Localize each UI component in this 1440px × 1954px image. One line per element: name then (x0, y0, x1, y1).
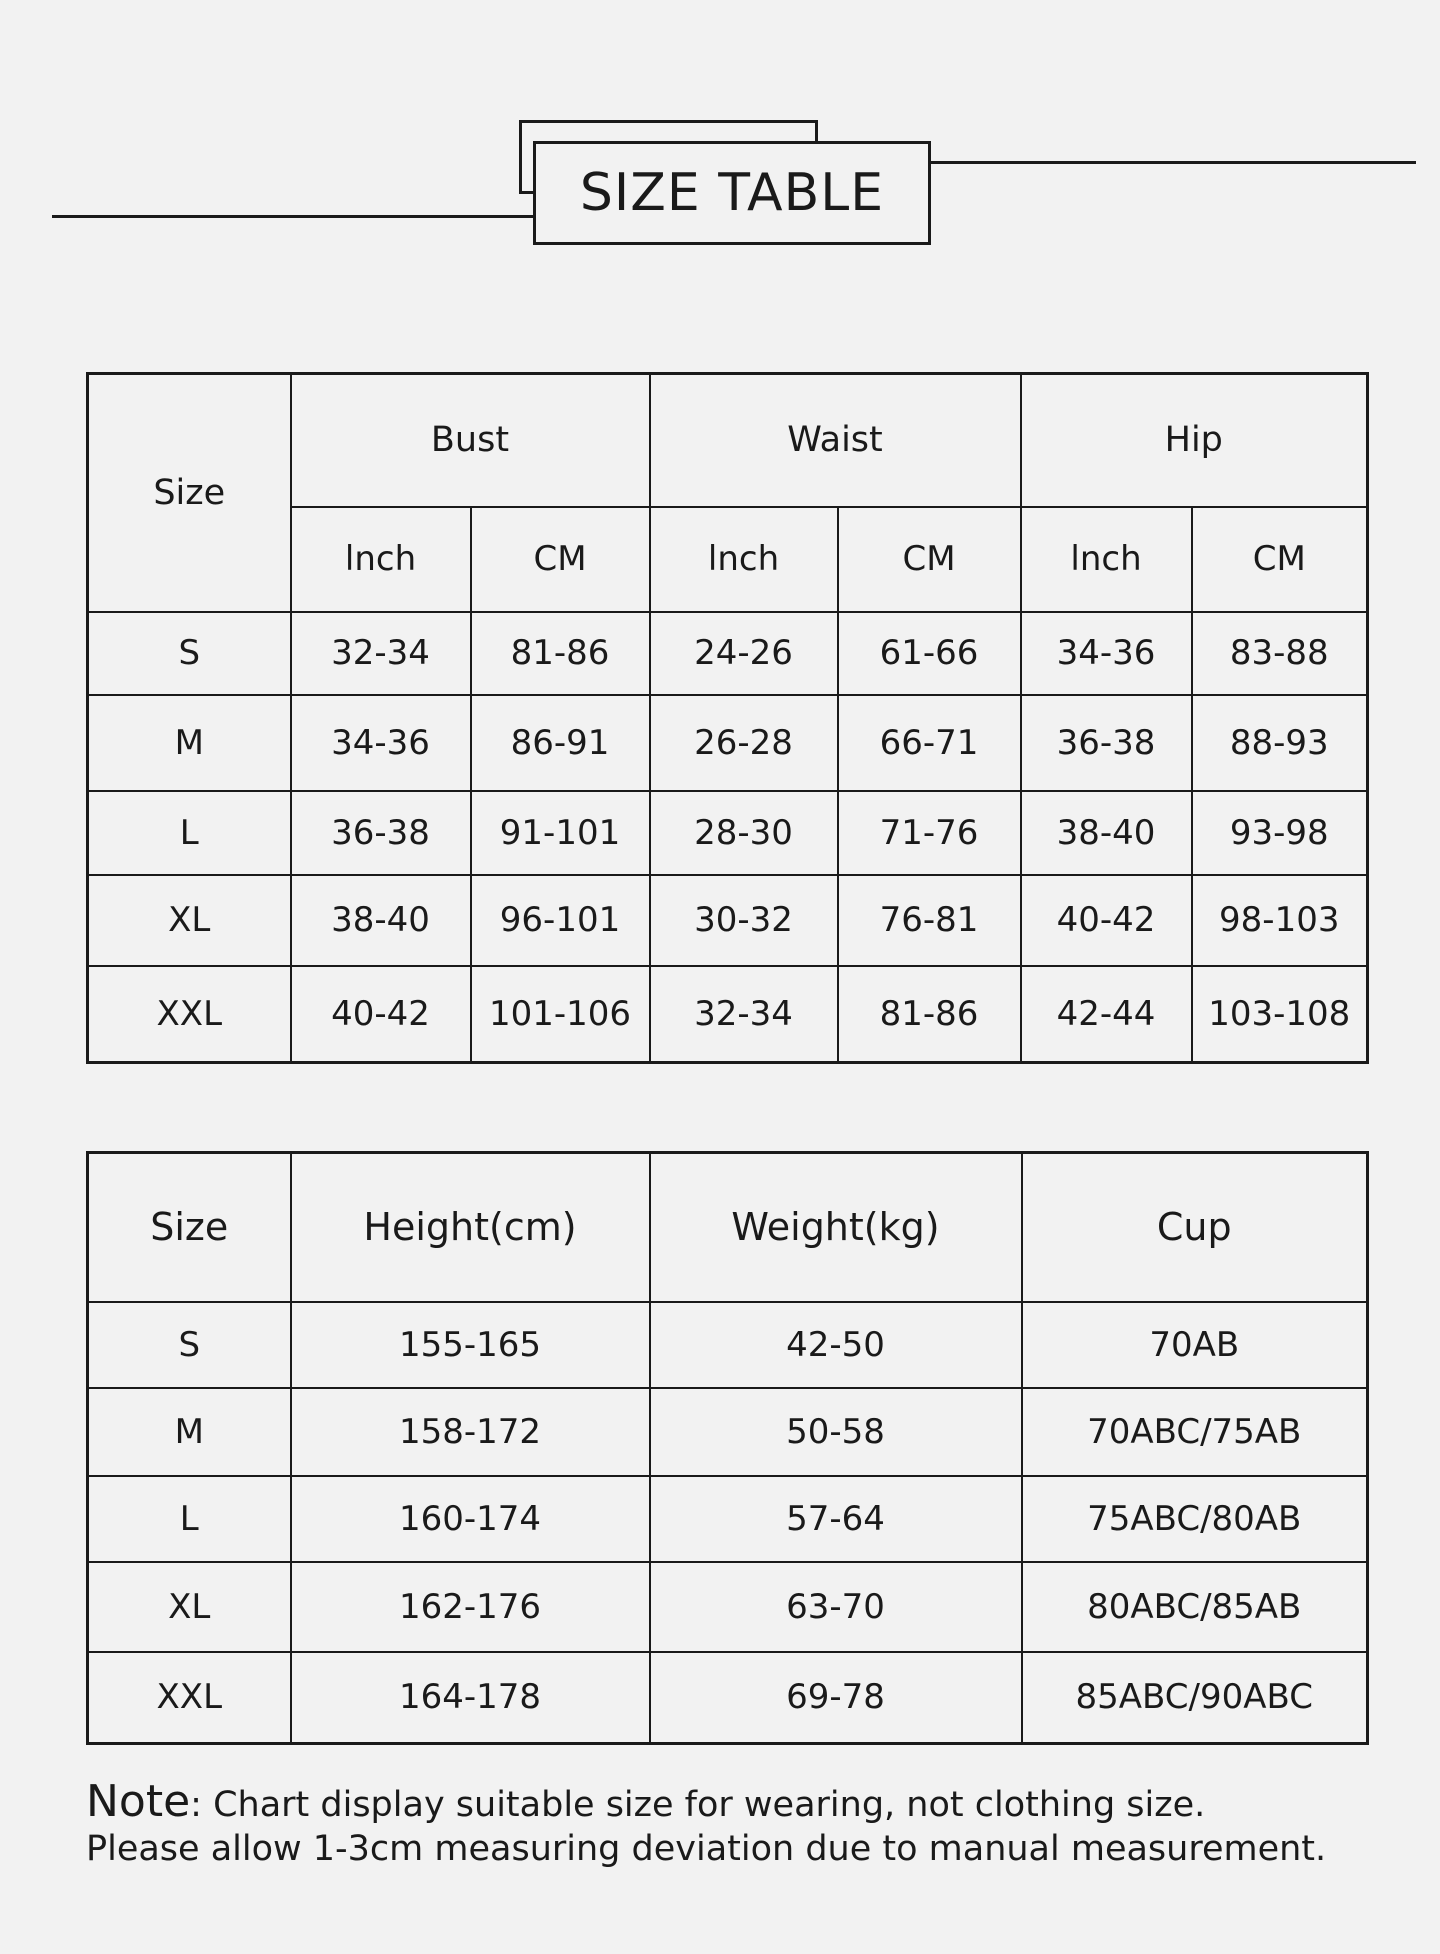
weight-cell: 42-50 (650, 1302, 1022, 1388)
table-cell: 101-106 (471, 966, 650, 1063)
table-cell: 36-38 (1021, 695, 1192, 791)
table-cell: 93-98 (1192, 791, 1368, 875)
table-row (88, 612, 1368, 695)
measurement-table (86, 372, 1369, 1064)
table-cell: 40-42 (1021, 875, 1192, 966)
table-cell: 81-86 (471, 612, 650, 695)
size-cell: XL (88, 875, 291, 966)
header-rule-right (880, 161, 1416, 164)
table-cell: 83-88 (1192, 612, 1368, 695)
size-cell: XXL (88, 966, 291, 1063)
table-row (88, 1388, 1368, 1476)
bust-header: Bust (291, 374, 650, 507)
unit-header: lnch (291, 507, 471, 612)
table-row (88, 966, 1368, 1063)
size-header: Size (88, 1153, 291, 1302)
height-cell: 164-178 (291, 1652, 650, 1744)
weight-cell: 50-58 (650, 1388, 1022, 1476)
table-row (88, 1652, 1368, 1744)
table-cell: 96-101 (471, 875, 650, 966)
table-row (88, 1562, 1368, 1652)
unit-header: CM (838, 507, 1021, 612)
cup-cell: 70ABC/75AB (1022, 1388, 1368, 1476)
size-cell: L (88, 791, 291, 875)
cup-cell: 75ABC/80AB (1022, 1476, 1368, 1562)
table-cell: 26-28 (650, 695, 838, 791)
weight-header: Weight(kg) (650, 1153, 1022, 1302)
table-cell: 40-42 (291, 966, 471, 1063)
unit-header: lnch (1021, 507, 1192, 612)
unit-header: CM (1192, 507, 1368, 612)
height-header: Height(cm) (291, 1153, 650, 1302)
table-cell: 34-36 (291, 695, 471, 791)
height-cell: 162-176 (291, 1562, 650, 1652)
table-cell: 61-66 (838, 612, 1021, 695)
note-text: : Chart display suitable size for wearing, not clothing size. (190, 1785, 1206, 1825)
table-cell: 98-103 (1192, 875, 1368, 966)
table-cell: 30-32 (650, 875, 838, 966)
table-row (88, 1476, 1368, 1562)
header-rule-left (52, 215, 586, 218)
hip-header: Hip (1021, 374, 1368, 507)
table-cell: 103-108 (1192, 966, 1368, 1063)
weight-cell: 57-64 (650, 1476, 1022, 1562)
table-row (88, 875, 1368, 966)
table-cell: 91-101 (471, 791, 650, 875)
fit-header-row (88, 1153, 1368, 1302)
cup-cell: 70AB (1022, 1302, 1368, 1388)
table-cell: 28-30 (650, 791, 838, 875)
size-header: Size (88, 374, 291, 612)
fit-table (86, 1151, 1369, 1745)
size-cell: S (88, 1302, 291, 1388)
table-cell: 81-86 (838, 966, 1021, 1063)
height-cell: 158-172 (291, 1388, 650, 1476)
height-cell: 155-165 (291, 1302, 650, 1388)
table-cell: 38-40 (291, 875, 471, 966)
weight-cell: 63-70 (650, 1562, 1022, 1652)
cup-cell: 80ABC/85AB (1022, 1562, 1368, 1652)
table-cell: 71-76 (838, 791, 1021, 875)
note-line-1 (86, 1776, 1386, 1827)
table-cell: 34-36 (1021, 612, 1192, 695)
note-label: Note (86, 1776, 191, 1827)
unit-header: lnch (650, 507, 838, 612)
size-cell: M (88, 1388, 291, 1476)
table-cell: 38-40 (1021, 791, 1192, 875)
size-table-header (0, 0, 1440, 260)
table-cell: 88-93 (1192, 695, 1368, 791)
waist-header: Waist (650, 374, 1021, 507)
note-line-2: Please allow 1-3cm measuring deviation due to manual measurement. (86, 1829, 1327, 1869)
table-cell: 66-71 (838, 695, 1021, 791)
cup-cell: 85ABC/90ABC (1022, 1652, 1368, 1744)
title-frame (533, 141, 931, 245)
table-cell: 36-38 (291, 791, 471, 875)
size-note (86, 1776, 1386, 1871)
table-cell: 32-34 (650, 966, 838, 1063)
size-cell: S (88, 612, 291, 695)
table-cell: 86-91 (471, 695, 650, 791)
height-cell: 160-174 (291, 1476, 650, 1562)
table-cell: 42-44 (1021, 966, 1192, 1063)
page-title: SIZE TABLE (579, 163, 885, 223)
table-row (88, 695, 1368, 791)
size-cell: L (88, 1476, 291, 1562)
unit-header: CM (471, 507, 650, 612)
size-cell: XXL (88, 1652, 291, 1744)
size-cell: M (88, 695, 291, 791)
table-row (88, 791, 1368, 875)
measurement-header-row (88, 374, 1368, 507)
size-cell: XL (88, 1562, 291, 1652)
table-cell: 24-26 (650, 612, 838, 695)
weight-cell: 69-78 (650, 1652, 1022, 1744)
table-cell: 76-81 (838, 875, 1021, 966)
table-row (88, 1302, 1368, 1388)
cup-header: Cup (1022, 1153, 1368, 1302)
table-cell: 32-34 (291, 612, 471, 695)
